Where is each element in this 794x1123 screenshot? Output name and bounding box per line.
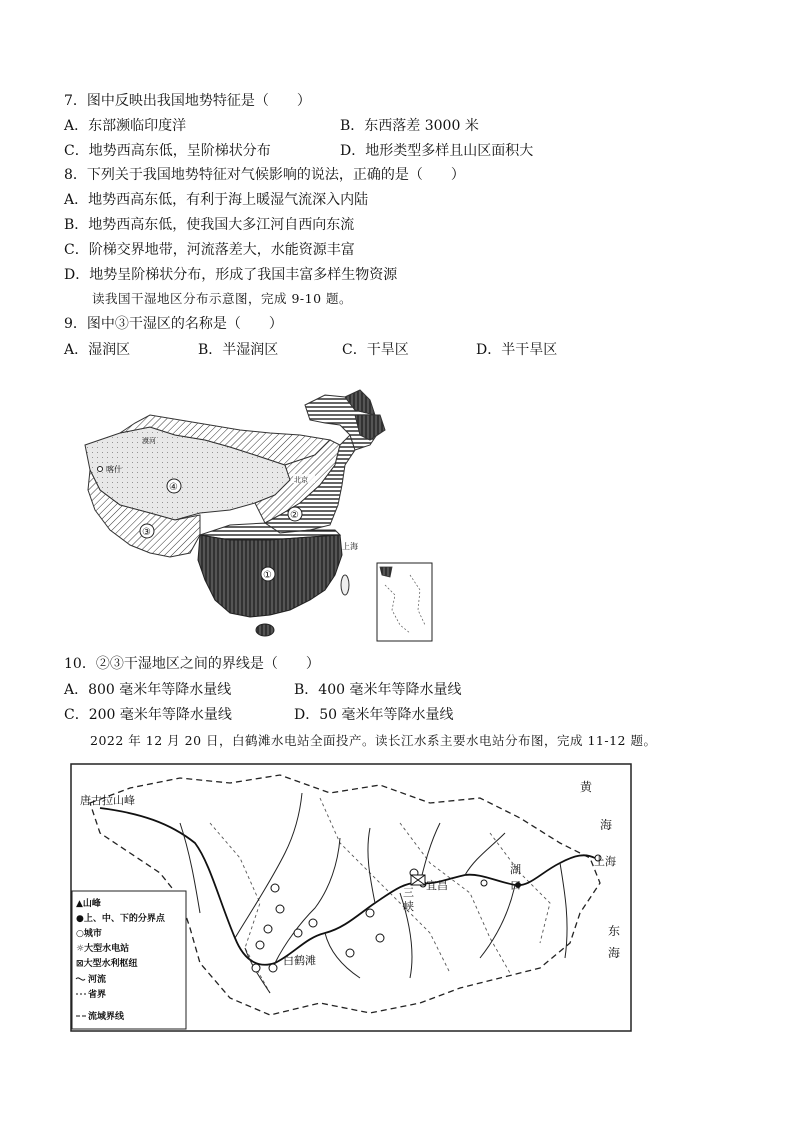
q10-option-a: A．800 毫米年等降水量线 bbox=[64, 682, 232, 698]
q8-option-c: C．阶梯交界地带，河流落差大，水能资源丰富 bbox=[64, 242, 355, 258]
legend-peak: ▲山峰 bbox=[76, 899, 101, 909]
q10-stem: 10．②③干湿地区之间的界线是（ ） bbox=[64, 656, 320, 672]
q7-stem: 7．图中反映出我国地势特征是（ ） bbox=[64, 93, 311, 109]
q8-option-d: D．地势呈阶梯状分布，形成了我国丰富多样生物资源 bbox=[64, 267, 398, 283]
label-yellow-sea-2: 海 bbox=[600, 818, 613, 832]
intro-9-10: 读我国干湿地区分布示意图，完成 9-10 题。 bbox=[92, 291, 353, 306]
label-sanxia-2: 峡 bbox=[403, 900, 414, 913]
legend-province: 省界 bbox=[88, 990, 107, 1000]
q9-stem: 9．图中③干湿区的名称是（ ） bbox=[64, 316, 283, 332]
intro-11-12: 2022 年 12 月 20 日，白鹤滩水电站全面投产。读长江水系主要水电站分布图，完成 11-12 题。 bbox=[90, 733, 657, 748]
label-zone-4: ④ bbox=[169, 482, 178, 493]
legend-city: ○城市 bbox=[76, 929, 102, 939]
legend-basin: 流域界线 bbox=[88, 1012, 125, 1022]
q9-option-a: A．湿润区 bbox=[64, 342, 131, 358]
label-shanghai-2: 上海 bbox=[594, 855, 616, 868]
yangtze-hydropower-map bbox=[70, 763, 632, 1033]
label-shanghai: 上海 bbox=[342, 542, 358, 551]
q9-option-c: C．干旱区 bbox=[342, 342, 409, 358]
label-zone-1: ① bbox=[263, 570, 272, 581]
q7-option-d: D．地形类型多样且山区面积大 bbox=[340, 143, 534, 159]
label-hukou-1: 湖 bbox=[510, 863, 521, 876]
q8-option-a: A．地势西高东低，有利于海上暖湿气流深入内陆 bbox=[64, 192, 369, 208]
q7-option-c: C．地势西高东低，呈阶梯状分布 bbox=[64, 143, 271, 159]
label-beijing: 北京 bbox=[294, 476, 308, 484]
label-kashi: 喀什 bbox=[106, 465, 122, 474]
q8-stem: 8．下列关于我国地势特征对气候影响的说法，正确的是（ ） bbox=[64, 167, 465, 183]
label-hukou-2: 口 bbox=[510, 879, 521, 892]
legend-divide-point: ●上、中、下的分界点 bbox=[76, 914, 165, 924]
label-mohe: 漠河 bbox=[142, 437, 156, 445]
legend-hydropower: ☼大型水电站 bbox=[76, 944, 130, 954]
china-dry-wet-map bbox=[80, 385, 440, 645]
label-yellow-sea-1: 黄 bbox=[580, 780, 593, 794]
label-zone-2: ② bbox=[290, 510, 299, 521]
legend-river: 河流 bbox=[88, 975, 107, 985]
label-baihetan: 白鹤滩 bbox=[283, 954, 316, 967]
label-east-sea-2: 海 bbox=[608, 946, 621, 960]
label-yichang: 宜昌 bbox=[426, 879, 448, 892]
q10-option-d: D．50 毫米年等降水量线 bbox=[294, 707, 454, 723]
label-peak: 唐古拉山峰 bbox=[80, 794, 135, 807]
kashi-marker bbox=[98, 467, 103, 472]
q7-option-a: A．东部濒临印度洋 bbox=[64, 118, 187, 134]
label-zone-3: ③ bbox=[142, 527, 151, 538]
q8-option-b: B．地势西高东低，使我国大多江河自西向东流 bbox=[64, 217, 355, 233]
label-sanxia-1: 三 bbox=[403, 886, 414, 899]
q9-option-b: B．半湿润区 bbox=[198, 342, 279, 358]
q10-option-b: B．400 毫米年等降水量线 bbox=[294, 682, 462, 698]
q7-option-b: B．东西落差 3000 米 bbox=[340, 118, 479, 134]
legend-hub: ⊠大型水利枢纽 bbox=[76, 959, 138, 969]
label-east-sea-1: 东 bbox=[608, 924, 621, 938]
q9-option-d: D．半干旱区 bbox=[476, 342, 558, 358]
q10-option-c: C．200 毫米年等降水量线 bbox=[64, 707, 232, 723]
